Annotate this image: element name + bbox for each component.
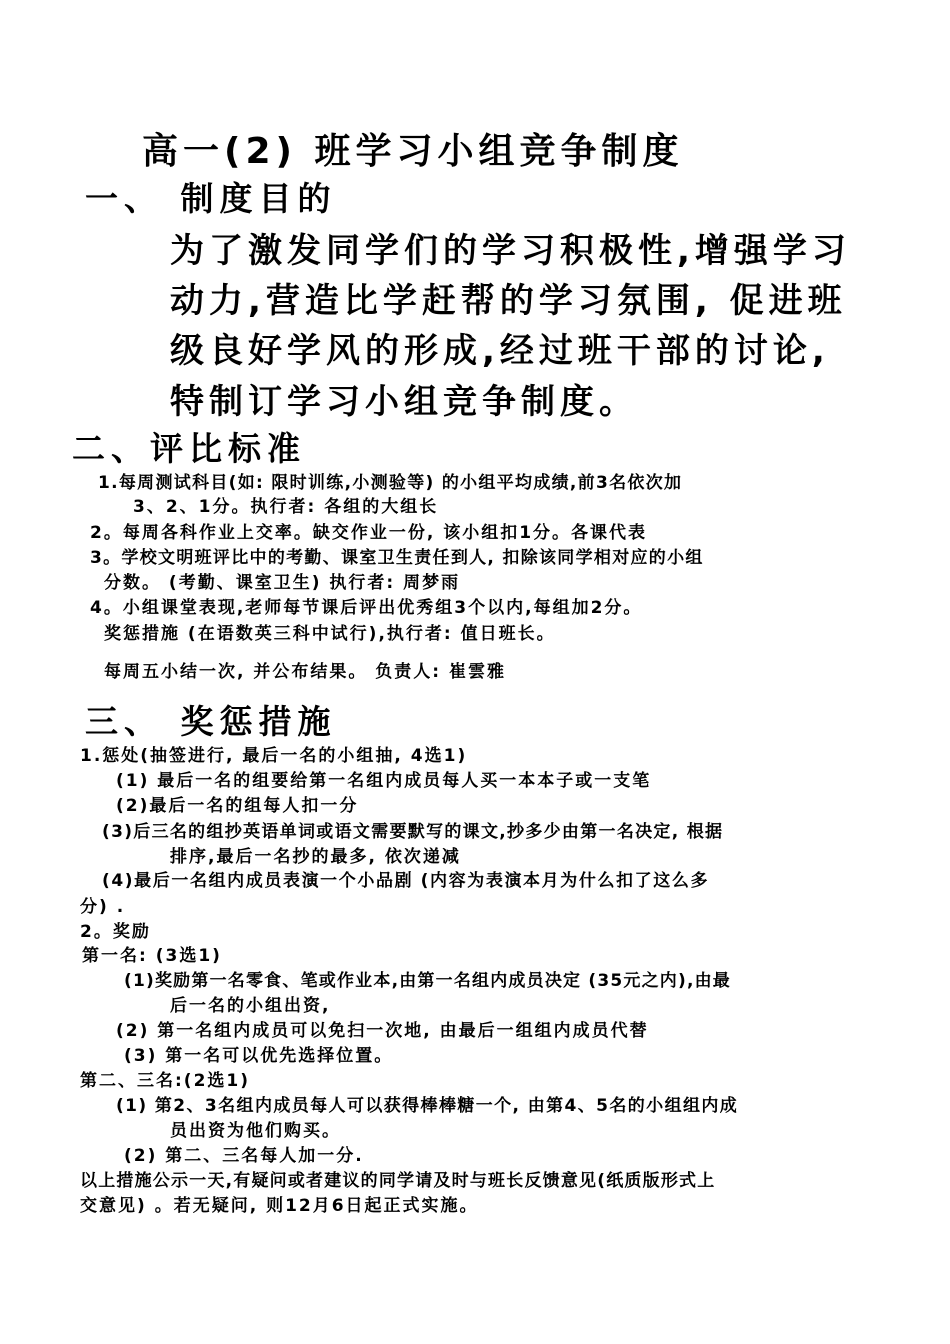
- section-3-line: (2) 第二、三名每人加一分.: [124, 1146, 364, 1166]
- section-2-line: 4。小组课堂表现,老师每节课后评出优秀组3个以内,每组加2分。: [90, 598, 643, 618]
- section-3-line: (1)奖励第一名零食、笔或作业本,由第一名组内成员决定 (35元之内),由最: [124, 971, 731, 991]
- section-2-line: 每周五小结一次, 并公布结果。 负责人: 崔雲雅: [104, 662, 507, 682]
- section-3-line: 2。奖励: [80, 922, 151, 942]
- section-3-line: 以上措施公示一天,有疑问或者建议的同学请及时与班长反馈意见(纸质版形式上: [80, 1171, 716, 1191]
- section-3-line: (3) 第一名可以优先选择位置。: [124, 1046, 394, 1066]
- section-2-line: 3。学校文明班评比中的考勤、课室卫生责任到人, 扣除该同学相对应的小组: [90, 548, 704, 568]
- page-title: 高一(2) 班学习小组竞争制度: [142, 131, 684, 172]
- section-3-line: (2)最后一名的组每人扣一分: [116, 796, 359, 816]
- section-3-line: (1) 最后一名的组要给第一名组内成员每人买一本本子或一支笔: [116, 771, 652, 791]
- section-3-line: 1.惩处(抽签进行, 最后一名的小组抽, 4选1): [80, 746, 468, 766]
- section-3-line: 排序,最后一名抄的最多, 依次递减: [170, 847, 461, 867]
- section-3-line: (1) 第2、3名组内成员每人可以获得棒棒糖一个, 由第4、5名的小组组内成: [116, 1096, 739, 1116]
- section-3-line: 第一名: (3选1): [82, 946, 222, 966]
- section-3-line: 第二、三名:(2选1): [80, 1071, 250, 1091]
- section-3-line: 分) .: [80, 897, 126, 917]
- section-3-heading: 三、 奖惩措施: [85, 702, 337, 741]
- section-3-line: 交意见) 。若无疑问, 则12月6日起正式实施。: [80, 1196, 479, 1216]
- section-2-line: 2。每周各科作业上交率。缺交作业一份, 该小组扣1分。各课代表: [90, 523, 648, 543]
- section-1-para-line: 特制订学习小组竞争制度。: [170, 382, 638, 422]
- section-2-line: 1.每周测试科目(如: 限时训练,小测验等) 的小组平均成绩,前3名依次加: [98, 473, 683, 493]
- section-3-line: (3)后三名的组抄英语单词或语文需要默写的课文,抄多少由第一名决定, 根据: [102, 822, 724, 842]
- section-2-heading: 二、评比标准: [72, 429, 306, 468]
- section-1-para-line: 为了激发同学们的学习积极性,增强学习: [170, 231, 851, 271]
- section-1-para-line: 级良好学风的形成,经过班干部的讨论,: [170, 331, 830, 371]
- section-3-line: 员出资为他们购买。: [170, 1121, 341, 1141]
- section-1-para-line: 动力,营造比学赶帮的学习氛围, 促进班: [170, 281, 847, 321]
- section-2-line: 3、2、1分。执行者: 各组的大组长: [133, 497, 439, 517]
- section-2-line: 分数。 (考勤、课室卫生) 执行者: 周梦雨: [104, 573, 461, 593]
- section-3-line: (4)最后一名组内成员表演一个小品剧 (内容为表演本月为什么扣了这么多: [102, 871, 710, 891]
- section-1-heading: 一、 制度目的: [85, 179, 337, 218]
- section-3-line: 后一名的小组出资,: [170, 996, 331, 1016]
- section-3-line: (2) 第一名组内成员可以免扫一次地, 由最后一组组内成员代替: [116, 1021, 649, 1041]
- section-2-line: 奖惩措施 (在语数英三科中试行),执行者: 值日班长。: [104, 624, 556, 644]
